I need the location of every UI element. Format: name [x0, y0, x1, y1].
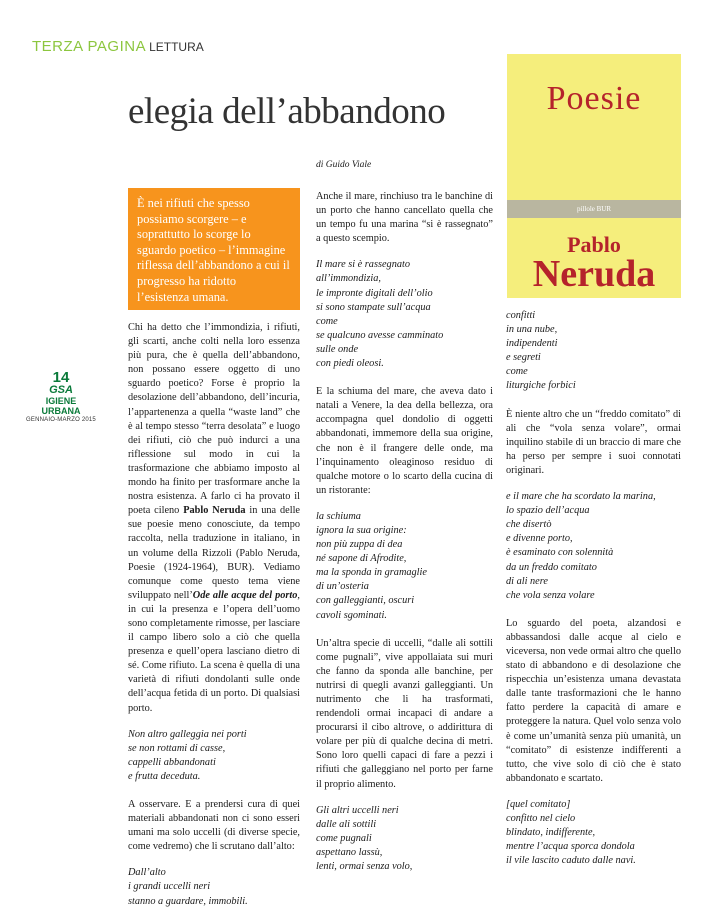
section-label: TERZA PAGINA — [32, 38, 147, 55]
poem-excerpt: [quel comitato] confitto nel cielo blindato, indifferente, mentre l’acqua sporca dondola il vile lascito caduto dalle navi. — [506, 798, 636, 867]
poem-excerpt: confitti in una nube, indipendenti e segreti come liturgiche forbici — [506, 310, 576, 392]
book-band — [507, 200, 681, 218]
column-1 — [128, 321, 300, 923]
book-title: Poesie — [546, 80, 642, 117]
author-name: Pablo Neruda — [183, 505, 246, 517]
article-byline: di Guido Viale — [316, 160, 372, 170]
book-publisher: pillole BUR — [576, 205, 612, 213]
paragraph: Un’altra specie di uccelli, “dalle ali sottili come pugnali”, vive appollaiata sui muri che fanno da sponda alle banchine, per nutrirsi di quegli avanzi galleggianti. Un nutrimento che li ha trasformati, rendendoli ormai incapaci di andare a procurarsi il cibo altrove, o addirittura di volare per più di qualche decina di metri. Sono loro quelli capaci di fare a pezzi i rifiuti che galleggiano nel porto per farne il proprio alimento. — [316, 637, 493, 790]
poem-excerpt: Il mare si è rassegnato all’immondizia, le impronte digitali dell’olio si sono stampate sull’acqua come se qualcuno avesse camminato sulle onde con piedi oleosi. — [316, 259, 444, 370]
page-number: 14 — [52, 369, 70, 386]
paragraph: Lo sguardo del poeta, alzandosi e abbassandosi dalle acque al cielo e viceversa, non vede ormai altro che quello stato di abbandono e di desolazione che rispecchia un’esistenza umana devastata dalle tante trasformazioni che le hanno fatto perdere la capacità di amare e proteggere la natura. Quel volo senza volo è come un’umanità senza più umanità, un “comitato” di esistenze indifferenti a tutto, che vive solo di ciò che è stato abbandonato e scartato. — [506, 617, 681, 784]
section-header — [32, 38, 204, 56]
book-author-last: Neruda — [532, 253, 656, 295]
paragraph: È niente altro che un “freddo comitato” di ali che “vola senza volare”, ormai inquilino stabile di un braccio di mare che ha perso per sempre i suoi connotati originari. — [506, 408, 681, 476]
column-2 — [316, 190, 493, 888]
paragraph: Anche il mare, rinchiuso tra le banchine di un porto che hanno cancellato quella che un tempo fu una marina “si è rassegnato” a questo scempio. — [316, 191, 493, 245]
poem-excerpt: e il mare che ha scordato la marina, lo spazio dell’acqua che disertò e divenne porto, è esaminato con solennità da un freddo comitato di ali nere che vola senza volare — [506, 491, 656, 601]
paragraph: Chi ha detto che l’immondizia, i rifiuti, gli scarti, anche colti nella loro essenza più pura, che è quella dell’abbandono, non possano essere oggetto di uno sguardo poetico? Forse è proprio la desolazione dell’abbandono, dell’incuria, l’appartenenza a quella “waste land” che è al tempo stesso “terra desolata” e luogo dei rifiuti, ciò che può indurci a una riflessione sul modo in cui la trasformazione che abbiamo imposto al mondo ha finito per trasformare anche la nostra esistenza. A farlo ci ha provato il poeta cileno Pablo Neruda in una delle sue poesie meno conosciute, da tempo raccolta, nella traduzione in italiano, in un volume della Rizzoli (Pablo Neruda, Poesie (1924-1964), BUR). Vediamo comunque come questo tema viene sviluppato nell’Ode alle acque del porto, in cui la presenza e l’opera dell’uomo sono completamente rimosse, per lasciare il campo libero solo a ciò che quella presenza e quell’opera lasciano dietro di sé. Come rifiuto. La scena è quella di una varietà di rifiuti dondolanti sulle onde dell’acqua fetida di un porto. Di qualsiasi porto. — [128, 322, 300, 714]
page-tag — [26, 370, 96, 425]
pull-quote: È nei rifiuti che spesso possiamo scorgere – e soprattutto lo scorge lo sguardo poetico – l’immagine riflessa dell’abbandono a cui il progresso ha ridotto l’esistenza umana. — [128, 188, 300, 310]
poem-excerpt: Dall’alto i grandi uccelli neri stanno a guardare, immobili. — [128, 867, 248, 907]
paragraph: E la schiuma del mare, che aveva dato i natali a Venere, la dea della bellezza, ora accompagna quel dondolio di oggetti abbandonati, immemore della sua origine, che non è il frangere delle onde, ma l’inquinamento oleaginoso residuo di qualche motore o lo scarto della cucina di un ristorante: — [316, 386, 493, 496]
poem-title: Ode alle acque del porto — [192, 589, 298, 601]
article-title: elegia dell’abbandono — [128, 91, 446, 132]
magazine-logo: GSA — [49, 384, 73, 396]
book-cover-image — [507, 54, 681, 298]
book-author-first: Pablo — [567, 232, 621, 257]
column-3 — [506, 309, 681, 882]
poem-excerpt: Gli altri uccelli neri dalle ali sottili come pugnali aspettano lassù, lenti, ormai senza volo, — [316, 804, 413, 873]
poem-excerpt: la schiuma ignora la sua origine: non più zuppa di dea né sapone di Afrodite, ma la sponda in gramaglie di un’osteria con galleggianti, oscuri cavoli sgominati. — [316, 510, 427, 621]
paragraph: A osservare. E a prendersi cura di quei materiali abbandonati non ci sono esseri umani ma solo uccelli (di diverse specie, come vedremo) che li scrutano dall’alto: — [128, 799, 300, 853]
subsection-label: LETTURA — [149, 40, 204, 54]
poem-excerpt: Non altro galleggia nei porti se non rottami di casse, cappelli abbandonati e frutta deceduta. — [128, 728, 247, 782]
magazine-section: IGIENE URBANA — [41, 396, 81, 416]
issue-date: GENNAIO-MARZO 2015 — [26, 417, 96, 423]
